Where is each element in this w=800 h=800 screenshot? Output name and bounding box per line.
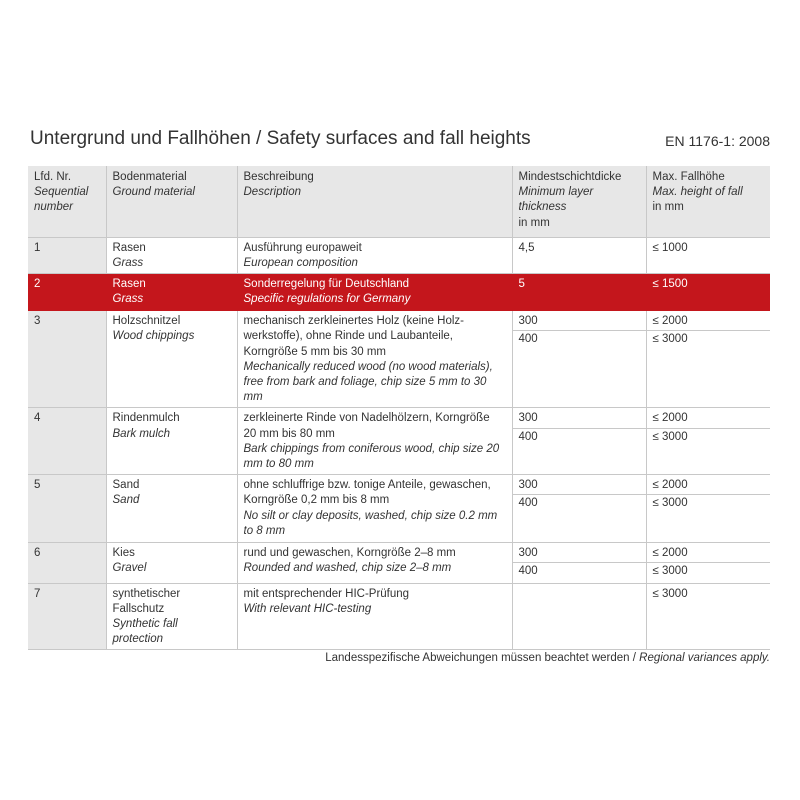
row-number: 7 xyxy=(28,583,106,650)
table-row xyxy=(28,311,770,408)
description: rund und gewaschen, Korngröße 2–8 mm Rounded and washed, chip size 2–8 mm xyxy=(237,543,512,583)
table-row xyxy=(28,583,770,650)
min-layer-thickness: 300 400 xyxy=(512,543,646,583)
description: Sonderregelung für Deutschland Specific regulations for Germany xyxy=(237,274,512,311)
max-fall-height: ≤ 2000 ≤ 3000 xyxy=(646,311,770,408)
table-row-highlighted xyxy=(28,274,770,311)
table-row xyxy=(28,237,770,273)
table-row xyxy=(28,408,770,475)
header-min-layer-thickness: Mindestschichtdicke Minimum layer thickness in mm xyxy=(512,166,646,237)
max-fall-height: ≤ 2000 ≤ 3000 xyxy=(646,543,770,583)
table-row xyxy=(28,543,770,583)
ground-material: Rasen Grass xyxy=(106,237,237,273)
row-number: 2 xyxy=(28,274,106,311)
min-layer-thickness: 300 400 xyxy=(512,475,646,543)
max-fall-height: ≤ 1500 xyxy=(646,274,770,311)
row-number: 1 xyxy=(28,237,106,273)
ground-material: Holzschnitzel Wood chippings xyxy=(106,311,237,408)
row-number: 4 xyxy=(28,408,106,475)
description: zerkleinerte Rinde von Nadelhölzern, Korngröße 20 mm bis 80 mm Bark chippings from coniferous wood, chip size 20 mm to 80 mm xyxy=(237,408,512,475)
row-number: 6 xyxy=(28,543,106,583)
description: Ausführung europaweit European composition xyxy=(237,237,512,273)
min-layer-thickness: 5 xyxy=(512,274,646,311)
row-number: 5 xyxy=(28,475,106,543)
description: mit entsprechender HIC-Prüfung With relevant HIC-testing xyxy=(237,583,512,650)
min-layer-thickness: 300 400 xyxy=(512,408,646,475)
row-number: 3 xyxy=(28,311,106,408)
ground-material: Kies Gravel xyxy=(106,543,237,583)
max-fall-height: ≤ 3000 xyxy=(646,583,770,650)
header-sequential-number: Lfd. Nr. Sequential number xyxy=(28,166,106,237)
min-layer-thickness: 4,5 xyxy=(512,237,646,273)
max-fall-height: ≤ 2000 ≤ 3000 xyxy=(646,408,770,475)
header-max-fall-height: Max. Fallhöhe Max. height of fall in mm xyxy=(646,166,770,237)
min-layer-thickness: 300 400 xyxy=(512,311,646,408)
standard-reference: EN 1176-1: 2008 xyxy=(665,133,770,149)
description: ohne schluffrige bzw. tonige Anteile, gewaschen, Korngröße 0,2 mm bis 8 mm No silt or clay deposits, washed, chip size 0.2 mm to 8 mm xyxy=(237,475,512,543)
footer-note: Landesspezifische Abweichungen müssen beachtet werden / Regional variances apply. xyxy=(325,652,770,664)
max-fall-height: ≤ 1000 xyxy=(646,237,770,273)
ground-material: Rindenmulch Bark mulch xyxy=(106,408,237,475)
safety-surfaces-table xyxy=(28,166,770,645)
max-fall-height: ≤ 2000 ≤ 3000 xyxy=(646,475,770,543)
ground-material: synthetischer Fallschutz Synthetic fall protection xyxy=(106,583,237,650)
ground-material: Sand Sand xyxy=(106,475,237,543)
description: mechanisch zerkleinertes Holz (keine Holz-werkstoffe), ohne Rinde und Laubanteile, Korngröße 5 mm bis 30 mm Mechanically reduced wood (no wood materials), free from bark and foliage, chip size 5 mm to 30 mm xyxy=(237,311,512,408)
page-title: Untergrund und Fallhöhen / Safety surfaces and fall heights xyxy=(30,128,531,149)
min-layer-thickness xyxy=(512,583,646,650)
header-description: Beschreibung Description xyxy=(237,166,512,237)
table-header-row xyxy=(28,166,770,237)
ground-material: Rasen Grass xyxy=(106,274,237,311)
table-row xyxy=(28,475,770,543)
header-ground-material: Bodenmaterial Ground material xyxy=(106,166,237,237)
